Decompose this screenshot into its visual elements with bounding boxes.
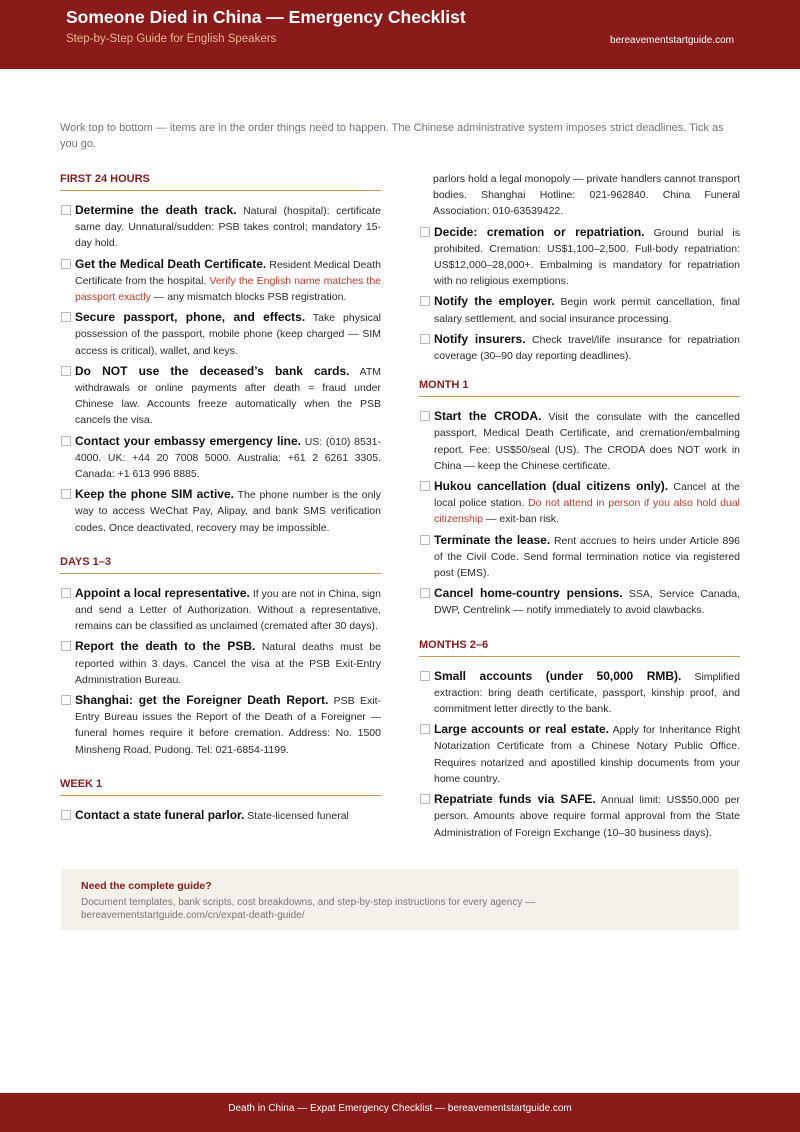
complete-guide-callout (61, 869, 739, 930)
checkbox[interactable] (61, 205, 71, 215)
item-text: Report the death to the PSB. Natural deaths must be reported within 3 days. Cancel the visa at the PSB Exit-Entry Administration Bureau. (75, 639, 381, 686)
checklist-item (60, 363, 381, 429)
checklist-item (60, 309, 381, 359)
page-title: Someone Died in China — Emergency Checklist (66, 7, 466, 27)
section-days-1-3 (60, 553, 381, 758)
item-text: Decide: cremation or repatriation. Ground burial is prohibited. Cremation: US$1,100–2,500. Full-body repatriation: US$12,000–28,000+. Embalming is mandatory for repatriation with no religious exemptions. (434, 224, 740, 288)
checkbox[interactable] (61, 588, 71, 598)
checklist-item (419, 791, 740, 841)
left-column (60, 170, 381, 828)
checkbox[interactable] (420, 227, 430, 237)
item-text: Terminate the lease. Rent accrues to heirs under Article 896 of the Civil Code. Send formal termination notice via registered post (EMS). (434, 532, 740, 580)
checklist-item (60, 692, 381, 758)
checkbox[interactable] (420, 411, 430, 421)
item-text: Determine the death track. Natural (hospital): certificate same day. Unnatural/sudden: PSB takes control; mandatory 15-day hold. (75, 203, 382, 250)
item-text: Shanghai: get the Foreigner Death Report. PSB Exit-Entry Bureau issues the Report of the Death of a Foreigner — funeral homes require it before cremation. Address: No. 1500 Minsheng Road, Pudong. Tel: 021-6854-1199. (75, 693, 381, 756)
callout-title: Need the complete guide? (81, 880, 212, 892)
checkbox[interactable] (61, 312, 71, 322)
checkbox[interactable] (61, 259, 71, 269)
checklist-item (419, 668, 740, 718)
section-months-2-6 (419, 636, 740, 841)
checkbox[interactable] (61, 366, 71, 376)
item-text: Keep the phone SIM active. The phone number is the only way to access WeChat Pay, Alipay, and bank SMS verification codes. Once deactivated, recovery may be impossible. (75, 487, 381, 534)
header-site-link[interactable]: bereavementstartguide.com (610, 35, 734, 46)
section-title: MONTHS 2–6 (419, 636, 740, 657)
checklist-item (60, 256, 381, 306)
section-title: FIRST 24 HOURS (60, 170, 381, 191)
checklist-item (419, 331, 740, 364)
checklist-item (419, 721, 740, 787)
right-column (419, 171, 740, 845)
item-text: Do NOT use the deceased’s bank cards. ATM withdrawals or online payments after death = fraud under Chinese law. Accounts freeze automatically when the PSB cancels the visa. (75, 363, 381, 427)
item-text: Small accounts (under 50,000 RMB). Simplified extraction: bring death certificate, passport, kinship proof, and commitment letter directly to the bank. (434, 668, 740, 716)
checklist-item-continuation (419, 171, 740, 220)
item-text: Repatriate funds via SAFE. Annual limit: US$50,000 per person. Amounts above require formal approval from the State Administration of Foreign Exchange (10–30 business days). (434, 792, 740, 839)
checklist-item (60, 433, 381, 483)
item-text: Contact your embassy emergency line. US: (010) 8531-4000. UK: +44 20 7008 5000. Australia: +61 2 6261 3305. Canada: +1 613 996 8885. (75, 433, 382, 481)
checklist-item (60, 638, 381, 688)
warning-text: Do not attend in person if you also hold dual citizenship (434, 497, 741, 526)
checkbox[interactable] (420, 671, 430, 681)
checkbox[interactable] (61, 810, 71, 820)
checkbox[interactable] (61, 695, 71, 705)
checkbox[interactable] (61, 641, 71, 651)
section-month-1 (419, 376, 740, 618)
page-subtitle: Step-by-Step Guide for English Speakers (66, 33, 277, 45)
checkbox[interactable] (420, 296, 430, 306)
checkbox[interactable] (420, 794, 430, 804)
page-header (0, 0, 800, 69)
section-week-1 (60, 775, 381, 824)
checkbox[interactable] (61, 489, 71, 499)
checklist-item (419, 585, 740, 618)
checklist-item (419, 408, 740, 474)
checklist-item (419, 478, 740, 528)
section-title: WEEK 1 (60, 775, 381, 796)
item-text: Hukou cancellation (dual citizens only). Cancel at the local police station. Do not attend in person if you also hold dual citizenship — exit-ban risk. (434, 479, 741, 526)
checkbox[interactable] (420, 588, 430, 598)
checkbox[interactable] (420, 481, 430, 491)
checklist-item (419, 532, 740, 582)
item-text: Large accounts or real estate. Apply for Inheritance Right Notarization Certificate from a Chinese Notary Public Office. Requires notarized and apostilled kinship documents from your home country. (434, 722, 740, 785)
page-footer: Death in China — Expat Emergency Checklist — bereavementstartguide.com (0, 1093, 800, 1132)
item-text: Notify insurers. Check travel/life insurance for repatriation coverage (30–90 day reporting deadlines). (434, 331, 740, 363)
warning-text: Verify the English name matches the passport exactly (75, 274, 381, 304)
item-text: Notify the employer. Begin work permit cancellation, final salary settlement, and social insurance processing. (434, 294, 740, 325)
checkbox[interactable] (61, 436, 71, 446)
callout-text: Document templates, bank scripts, cost breakdowns, and step-by-step instructions for every agency — bereavementstartguide.com/cn/expat-death-guide/ (81, 897, 536, 921)
item-text: Start the CRODA. Visit the consulate with the cancelled passport, Medical Death Certificate, and cremation/embalming report. Fee: US$50/seal (US). The CRODA does NOT work in China — keep the Chinese certificate. (434, 409, 740, 472)
item-text: Secure passport, phone, and effects. Take physical possession of the passport, mobile phone (keep charged — SIM access is critical), wallet, and keys. (75, 310, 381, 357)
checklist-item (419, 224, 740, 290)
item-text: Contact a state funeral parlor. State-licensed funeral (75, 807, 349, 822)
checklist-item (60, 807, 381, 824)
checklist-item (60, 486, 381, 536)
checklist-item (60, 202, 381, 252)
item-text: Cancel home-country pensions. SSA, Service Canada, DWP, Centrelink — notify immediately to avoid clawbacks. (434, 586, 740, 617)
item-text: Appoint a local representative. If you are not in China, sign and send a Letter of Authorization. Without a representative, remains can be classified as unclaimed (cremated after 30 days). (75, 585, 381, 633)
section-title: MONTH 1 (419, 376, 740, 397)
section-title: DAYS 1–3 (60, 553, 381, 574)
checklist-item (60, 585, 381, 635)
checkbox[interactable] (420, 334, 430, 344)
checkbox[interactable] (420, 724, 430, 734)
item-text: parlors hold a legal monopoly — private handlers cannot transport bodies. Shanghai Hotline: 021-962840. China Funeral Association: 010-63539422. (433, 173, 741, 218)
item-text: Get the Medical Death Certificate. Resident Medical Death Certificate from the hospital. Verify the English name matches the passport exactly — any mismatch blocks PSB registration. (75, 256, 381, 304)
intro-text: Work top to bottom — items are in the order things need to happen. The Chinese administrative system imposes strict deadlines. Tick as you go. (60, 122, 724, 150)
checkbox[interactable] (420, 535, 430, 545)
section-first-24-hours (60, 170, 381, 536)
checklist-item (419, 293, 740, 326)
